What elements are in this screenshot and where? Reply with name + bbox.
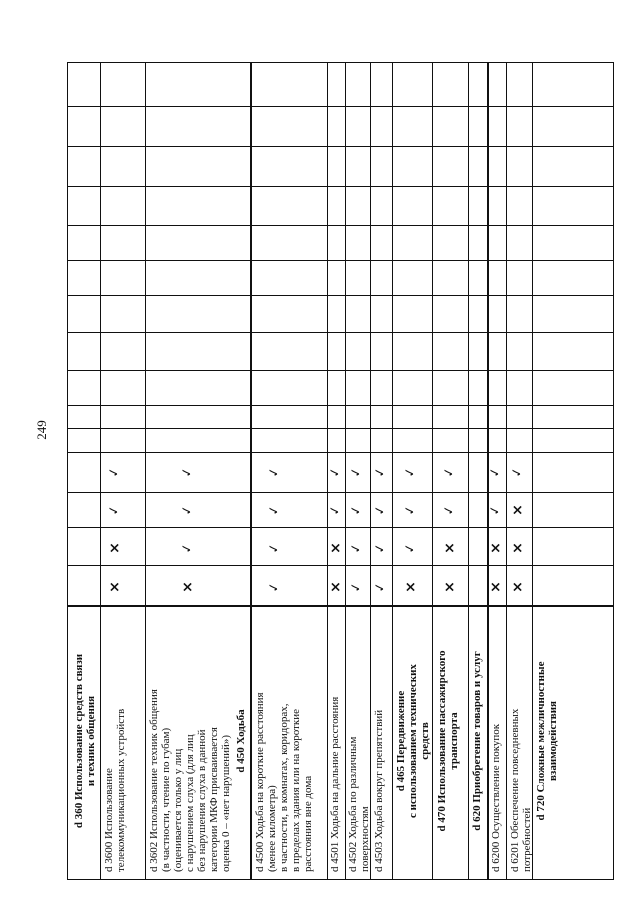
check-mark-icon: ✓ bbox=[372, 465, 389, 479]
row-d720-label: d 720 Сложные межличностные взаимодействия bbox=[535, 661, 559, 821]
check-mark-icon: ✓ bbox=[487, 503, 504, 517]
row-d360-label: d 360 Использование средств связи и техник общения bbox=[73, 653, 97, 829]
row-d470-label: d 470 Использование пассажирского транспорта bbox=[436, 650, 460, 832]
cross-mark-icon: × bbox=[107, 542, 123, 554]
check-mark-icon: ✓ bbox=[372, 503, 389, 517]
row-rule bbox=[250, 62, 252, 880]
row-rule bbox=[345, 62, 346, 880]
check-mark-icon: ✓ bbox=[487, 465, 504, 479]
check-mark-icon: ✓ bbox=[106, 465, 123, 479]
check-mark-icon: ✓ bbox=[327, 465, 344, 479]
row-rule bbox=[145, 62, 146, 880]
row-rule bbox=[100, 62, 101, 880]
cross-mark-icon: × bbox=[510, 542, 526, 554]
row-d620-label: d 620 Приобретение товаров и услуг bbox=[471, 651, 483, 831]
bottom-band bbox=[67, 880, 614, 898]
page-number: 249 bbox=[34, 420, 49, 440]
row-d4502-label: d 4502 Ходьба по различным поверхностям bbox=[347, 736, 371, 872]
row-d450-label: d 450 Ходьба bbox=[235, 709, 247, 773]
cross-mark-icon: × bbox=[510, 581, 526, 593]
check-mark-icon: ✓ bbox=[348, 465, 365, 479]
check-mark-icon: ✓ bbox=[266, 541, 283, 555]
check-mark-icon: ✓ bbox=[402, 541, 419, 555]
cross-mark-icon: × bbox=[442, 542, 458, 554]
cross-mark-icon: × bbox=[510, 504, 526, 516]
row-d4500-label: d 4500 Ходьба на короткие расстояния (менее километра) в частности, в комнатах, коридорах, в пределах здания или на короткие расстояния вне дома bbox=[254, 692, 314, 872]
row-d3602-label: d 3602 Использование техник общения (в частности, чтение по губам) (оценивается только у лиц с нарушением слуха (для лиц без нарушения слуха в данной категории МКФ присваивается оценка 0 – «нет нарушений») bbox=[148, 689, 232, 872]
check-mark-icon: ✓ bbox=[509, 465, 526, 479]
cross-mark-icon: × bbox=[488, 581, 504, 593]
cross-mark-icon: × bbox=[403, 581, 419, 593]
check-mark-icon: ✓ bbox=[402, 465, 419, 479]
cross-mark-icon: × bbox=[442, 581, 458, 593]
check-mark-icon: ✓ bbox=[179, 465, 196, 479]
check-mark-icon: ✓ bbox=[372, 541, 389, 555]
check-mark-icon: ✓ bbox=[106, 503, 123, 517]
cross-mark-icon: × bbox=[180, 581, 196, 593]
row-d6201-label: d 6201 Обеспечение повседневных потребностей bbox=[509, 708, 533, 872]
check-mark-icon: ✓ bbox=[441, 465, 458, 479]
check-mark-icon: ✓ bbox=[179, 503, 196, 517]
check-mark-icon: ✓ bbox=[348, 541, 365, 555]
cross-mark-icon: × bbox=[107, 581, 123, 593]
check-mark-icon: ✓ bbox=[266, 465, 283, 479]
check-mark-icon: ✓ bbox=[348, 580, 365, 594]
check-mark-icon: ✓ bbox=[266, 580, 283, 594]
row-rule bbox=[432, 62, 433, 880]
check-mark-icon: ✓ bbox=[441, 503, 458, 517]
check-mark-icon: ✓ bbox=[266, 503, 283, 517]
cross-mark-icon: × bbox=[328, 581, 344, 593]
row-d465-label: d 465 Передвижение с использованием технических средств bbox=[395, 664, 431, 818]
cross-mark-icon: × bbox=[328, 542, 344, 554]
row-rule bbox=[468, 62, 469, 880]
check-mark-icon: ✓ bbox=[372, 580, 389, 594]
row-rule bbox=[506, 62, 507, 880]
check-mark-icon: ✓ bbox=[402, 503, 419, 517]
row-d6200-label: d 6200 Осуществление покупок bbox=[490, 723, 502, 872]
row-d4501-label: d 4501 Ходьба на дальние расстояния bbox=[329, 696, 341, 872]
check-mark-icon: ✓ bbox=[327, 503, 344, 517]
row-d4503-label: d 4503 Ходьба вокруг препятствий bbox=[373, 709, 385, 872]
check-mark-icon: ✓ bbox=[348, 503, 365, 517]
row-d3600-label: d 3600 Использование телекоммуникационных устройств bbox=[103, 708, 127, 872]
row-rule bbox=[392, 62, 393, 880]
check-mark-icon: ✓ bbox=[179, 541, 196, 555]
cross-mark-icon: × bbox=[488, 542, 504, 554]
